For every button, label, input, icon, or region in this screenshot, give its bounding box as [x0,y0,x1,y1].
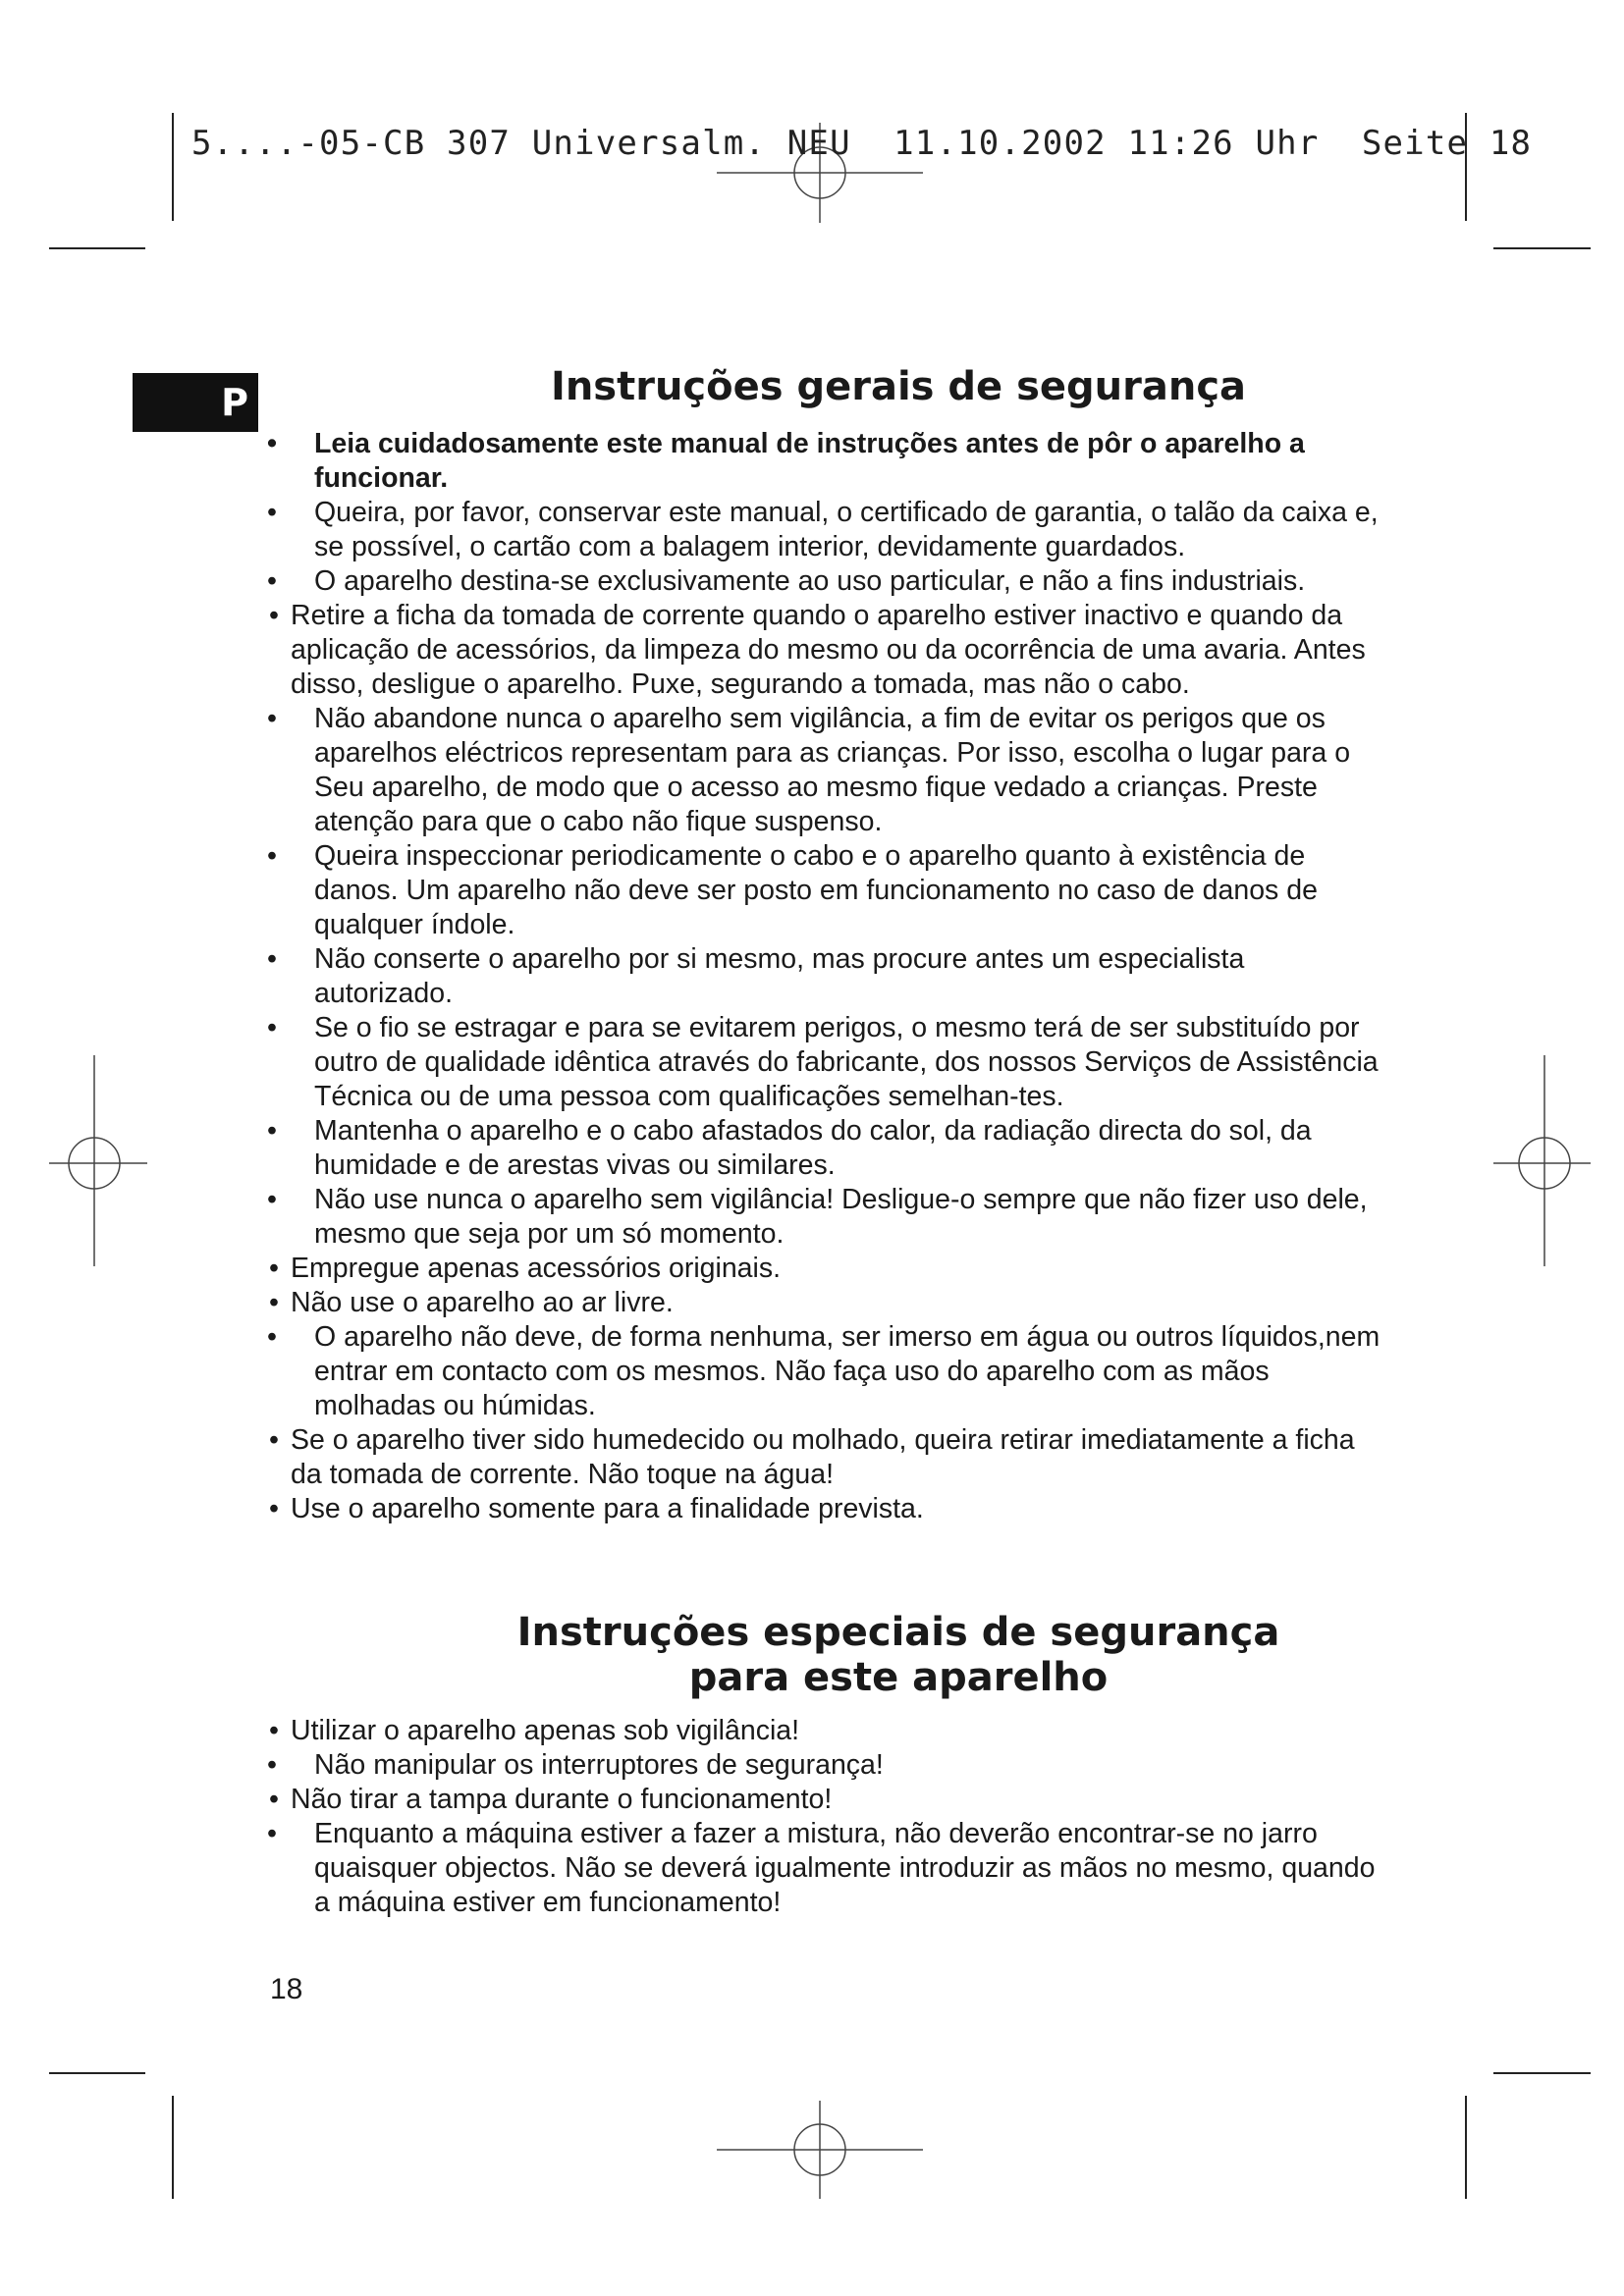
bullet: • [267,703,277,734]
bullet: • [269,1287,279,1318]
list-item [265,1183,1384,1252]
section-title-line1: Instruções especiais de segurança [516,1610,1280,1655]
list-item-text: Não abandone nunca o aparelho sem vigilância, a fim de evitar os perigos que os aparelhos eléctricos representam para as crianças. Por isso, escolha o lugar para o Seu aparelho, de modo que o acesso ao mesmo fique vedado a crianças. Preste atenção para que o cabo não fique suspenso. [314,703,1351,837]
list-item [265,1114,1384,1183]
bullet: • [267,1012,277,1043]
list-item-text: Queira, por favor, conservar este manual, o certificado de garantia, o talão da caixa e, se possível, o cartão com a balagem interior, devidamente guardados. [314,497,1379,562]
list-item [265,1252,1384,1286]
list-item [265,1286,1384,1320]
bullet: • [269,1253,279,1284]
list-item [265,839,1384,942]
list-item-text: Leia cuidadosamente este manual de instruções antes de pôr o aparelho a funcionar. [314,428,1305,494]
list-item-text: Se o fio se estragar e para se evitarem perigos, o mesmo terá de ser substituído por outro de qualidade idêntica através do fabricante, dos nossos Serviços de Assistência Técnica ou de uma pessoa com qualificações semelhan-tes. [314,1012,1379,1112]
list-item [265,496,1384,564]
list-item [265,1714,1384,1748]
list-item-text: Enquanto a máquina estiver a fazer a mistura, não deverão encontrar-se no jarro quaisquer objectos. Não se deverá igualmente introduzir as mãos no mesmo, quando a máquina estiver em funcionamento! [314,1818,1376,1918]
bullet: • [267,1321,277,1353]
bullet: • [267,497,277,528]
print-slug-line: 5....-05-CB 307 Universalm. NEU 11.10.2002 11:26 Uhr Seite 18 [191,124,1533,163]
list-item [265,599,1384,702]
list-item [265,1817,1384,1920]
list-item-text: Não manipular os interruptores de segurança! [314,1749,884,1781]
bullet: • [267,565,277,597]
bullet: • [269,600,279,631]
list-item-text: Não conserte o aparelho por si mesmo, mas procure antes um especialista autorizado. [314,943,1245,1009]
list-item [265,942,1384,1011]
general-safety-list [265,427,1384,1526]
list-item [265,1492,1384,1526]
list-item-text: Mantenha o aparelho e o cabo afastados do calor, da radiação directa do sol, da humidade e de arestas vivas ou similares. [314,1115,1312,1181]
bullet: • [269,1493,279,1524]
list-item-text: Se o aparelho tiver sido humedecido ou molhado, queira retirar imediatamente a ficha da tomada de corrente. Não toque na água! [291,1424,1355,1490]
list-item-text: Retire a ficha da tomada de corrente quando o aparelho estiver inactivo e quando da aplicação de acessórios, da limpeza do mesmo ou da ocorrência de uma avaria. Antes disso, desligue o aparelho. Puxe, segurando a tomada, mas não o cabo. [291,600,1366,700]
bullet: • [267,943,277,975]
list-item-text: Empregue apenas acessórios originais. [291,1253,782,1284]
list-item [265,1783,1384,1817]
special-safety-list [265,1714,1384,1920]
list-item [265,564,1384,599]
list-item-text: Use o aparelho somente para a finalidade prevista. [291,1493,924,1524]
bullet: • [267,1818,277,1849]
list-item [265,1011,1384,1114]
bullet: • [267,428,277,459]
list-item [265,702,1384,839]
language-tab: P [133,373,258,432]
bullet: • [267,1115,277,1147]
bullet: • [269,1784,279,1815]
section-title-general-safety: Instruções gerais de segurança [550,364,1247,409]
list-item-text: Utilizar o aparelho apenas sob vigilância! [291,1715,800,1746]
list-item-text: O aparelho destina-se exclusivamente ao uso particular, e não a fins industriais. [314,565,1306,597]
list-item [265,1423,1384,1492]
section-title-line2: para este aparelho [688,1655,1109,1700]
list-item [265,1748,1384,1783]
bullet: • [267,1184,277,1215]
page-number: 18 [270,1973,303,2005]
list-item-text: O aparelho não deve, de forma nenhuma, ser imerso em água ou outros líquidos,nem entrar em contacto com os mesmos. Não faça uso do aparelho com as mãos molhadas ou húmidas. [314,1321,1380,1421]
list-item-text: Não tirar a tampa durante o funcionamento! [291,1784,833,1815]
list-item-text: Não use o aparelho ao ar livre. [291,1287,674,1318]
bullet: • [269,1424,279,1456]
section-title-special-safety [270,1610,1527,1700]
bullet: • [267,840,277,872]
bullet: • [267,1749,277,1781]
list-item [265,1320,1384,1423]
bullet: • [269,1715,279,1746]
list-item-text: Não use nunca o aparelho sem vigilância! Desligue-o sempre que não fizer uso dele, mesmo que seja por um só momento. [314,1184,1368,1250]
list-item [265,427,1384,496]
list-item-text: Queira inspeccionar periodicamente o cabo e o aparelho quanto à existência de danos. Um aparelho não deve ser posto em funcionamento no caso de danos de qualquer índole. [314,840,1318,940]
